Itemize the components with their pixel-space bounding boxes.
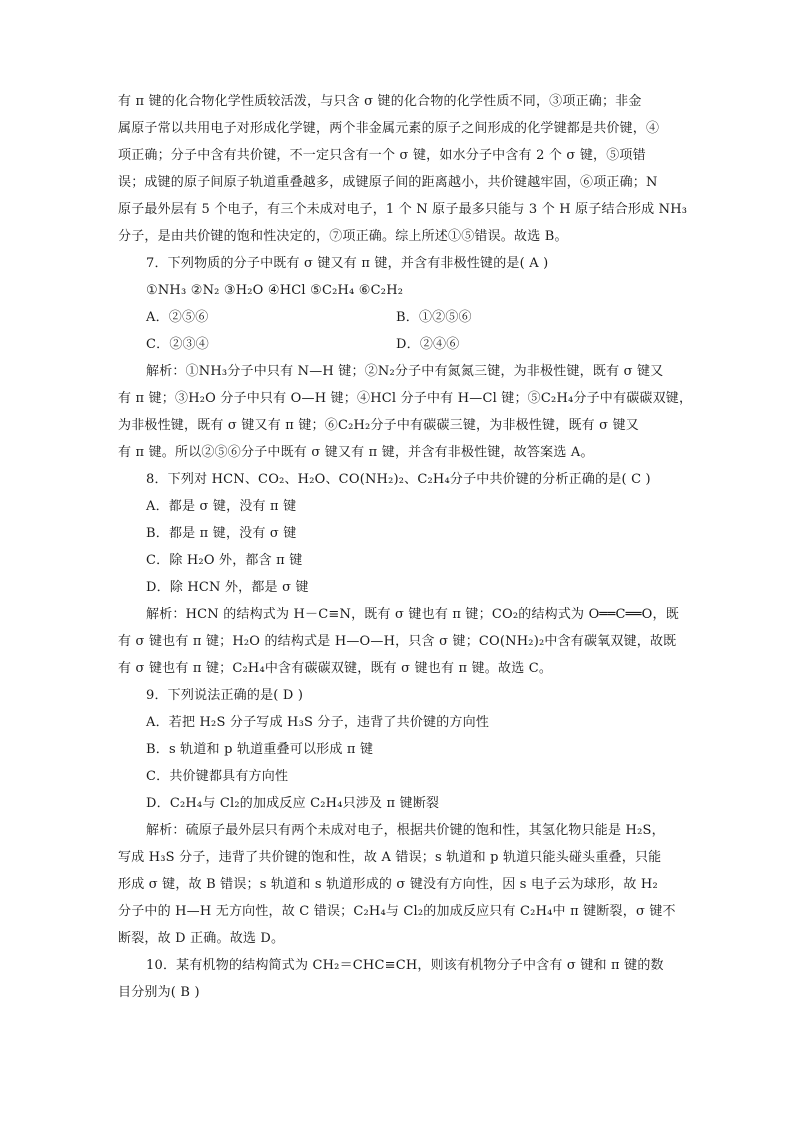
solution-7-line: 有 π 键。所以②⑤⑥分子中既有 σ 键又有 π 键，并含有非极性键，故答案选 A。 bbox=[118, 445, 594, 460]
question-9-stem: 9．下列说法正确的是( D ) bbox=[146, 688, 304, 703]
solution-7-line: 解析：①NH₃分子中只有 N—H 键；②N₂分子中有氮氮三键，为非极性键，既有 σ 键又 bbox=[146, 364, 664, 379]
option-c: C．除 H₂O 外，都含 π 键 bbox=[146, 553, 303, 568]
option-d: D．②④⑥ bbox=[396, 337, 460, 352]
option-a: A．若把 H₂S 分子写成 H₃S 分子，违背了共价键的方向性 bbox=[146, 715, 490, 730]
text-line: 项正确；分子中含有共价键，不一定只含有一个 σ 键，如水分子中含有 2 个 σ 键，⑤项错 bbox=[118, 148, 646, 163]
question-10-stem-cont: 目分别为( B ) bbox=[118, 985, 200, 1000]
option-b: B．s 轨道和 p 轨道重叠可以形成 π 键 bbox=[146, 742, 374, 757]
text-line: 误；成键的原子间原子轨道重叠越多，成键原子间的距离越小，共价键越牢固，⑥项正确；N bbox=[118, 175, 658, 190]
solution-8-line: 有 σ 键也有 π 键；C₂H₄中含有碳碳双键，既有 σ 键也有 π 键。故选 C。 bbox=[118, 661, 553, 676]
option-a: A．②⑤⑥ bbox=[146, 310, 209, 325]
solution-7-line: 为非极性键，既有 σ 键又有 π 键；⑥C₂H₂分子中有碳碳三键，为非极性键，既有 σ 键又 bbox=[118, 418, 639, 433]
option-d: D．除 HCN 外，都是 σ 键 bbox=[146, 580, 309, 595]
question-7-stem: 7．下列物质的分子中既有 σ 键又有 π 键，并含有非极性键的是( A ) bbox=[146, 256, 549, 271]
solution-9-line: 解析：硫原子最外层只有两个未成对电子，根据共价键的饱和性，其氢化物只能是 H₂S， bbox=[146, 823, 665, 838]
option-b: B．都是 π 键，没有 σ 键 bbox=[146, 526, 297, 541]
question-10-stem: 10．某有机物的结构简式为 CH₂＝CHC≡CH，则该有机物分子中含有 σ 键和 π 键的数 bbox=[146, 958, 664, 973]
option-b: B．①②⑤⑥ bbox=[396, 310, 472, 325]
solution-8-line: 有 σ 键也有 π 键；H₂O 的结构式是 H—O—H，只含 σ 键；CO(NH₂)₂中含有碳氧双键，故既 bbox=[118, 634, 677, 649]
text-line: 有 π 键的化合物化学性质较活泼，与只含 σ 键的化合物的化学性质不同，③项正确；非金 bbox=[118, 94, 642, 109]
question-7-substances: ①NH₃ ②N₂ ③H₂O ④HCl ⑤C₂H₄ ⑥C₂H₂ bbox=[146, 283, 404, 298]
text-line: 分子，是由共价键的饱和性决定的，⑦项正确。综上所述①⑤错误。故选 B。 bbox=[118, 229, 568, 244]
option-c: C．②③④ bbox=[146, 337, 209, 352]
solution-7-line: 有 π 键；③H₂O 分子中只有 O—H 键；④HCl 分子中有 H—Cl 键；⑤C₂H₄分子中有碳碳双键， bbox=[118, 391, 693, 406]
text-line: 属原子常以共用电子对形成化学键，两个非金属元素的原子之间形成的化学键都是共价键，④ bbox=[118, 121, 660, 136]
option-a: A．都是 σ 键，没有 π 键 bbox=[146, 499, 297, 514]
solution-8-line: 解析：HCN 的结构式为 H－C≡N，既有 σ 键也有 π 键；CO₂的结构式为 O══C══O，既 bbox=[146, 607, 679, 622]
solution-9-line: 断裂，故 D 正确。故选 D。 bbox=[118, 931, 285, 946]
text-line: 原子最外层有 5 个电子，有三个未成对电子，1 个 N 原子最多只能与 3 个 H 原子结合形成 NH₃ bbox=[118, 202, 688, 217]
question-8-stem: 8．下列对 HCN、CO₂、H₂O、CO(NH₂)₂、C₂H₄分子中共价键的分析正确的是( C ) bbox=[146, 472, 651, 487]
option-c: C．共价键都具有方向性 bbox=[146, 769, 289, 784]
solution-9-line: 分子中的 H—H 无方向性，故 C 错误；C₂H₄与 Cl₂的加成反应只有 C₂H₄中 π 键断裂，σ 键不 bbox=[118, 904, 676, 919]
solution-9-line: 形成 σ 键，故 B 错误；s 轨道和 s 轨道形成的 σ 键没有方向性，因 s 电子云为球形，故 H₂ bbox=[118, 877, 658, 892]
solution-9-line: 写成 H₃S 分子，违背了共价键的饱和性，故 A 错误；s 轨道和 p 轨道只能头碰头重叠，只能 bbox=[118, 850, 662, 865]
option-d: D．C₂H₄与 Cl₂的加成反应 C₂H₄只涉及 π 键断裂 bbox=[146, 796, 440, 811]
